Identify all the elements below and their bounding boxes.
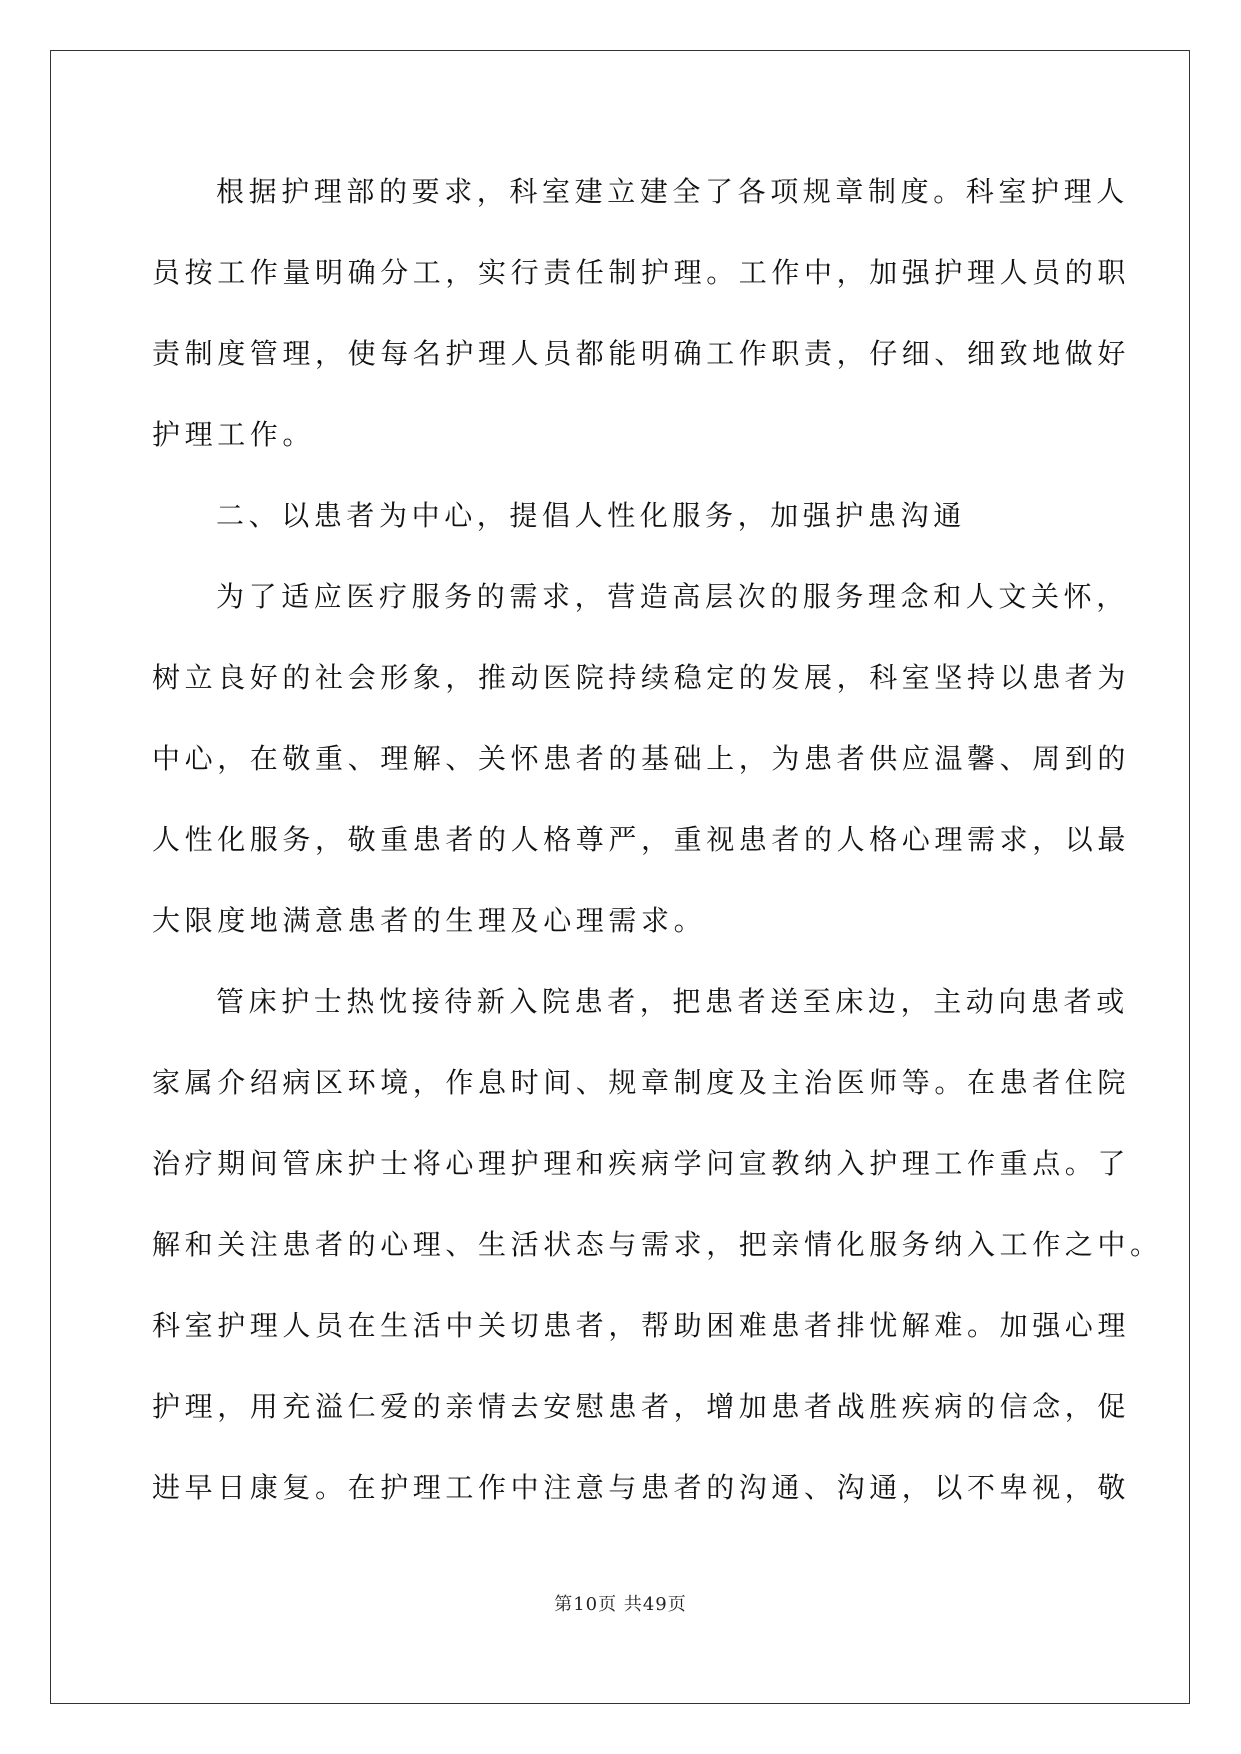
text-line: 树立良好的社会形象，推动医院持续稳定的发展，科室坚持以患者为 bbox=[152, 661, 1131, 694]
text-line: 大限度地满意患者的生理及心理需求。 bbox=[152, 904, 707, 937]
text-line: 责制度管理，使每名护理人员都能明确工作职责，仔细、细致地做好 bbox=[152, 337, 1131, 370]
text-line: 进早日康复。在护理工作中注意与患者的沟通、沟通，以不卑视，敬 bbox=[152, 1471, 1131, 1504]
text-line: 科室护理人员在生活中关切患者，帮助困难患者排忧解难。加强心理 bbox=[152, 1309, 1131, 1342]
text-line: 护理，用充溢仁爱的亲情去安慰患者，增加患者战胜疾病的信念，促 bbox=[152, 1390, 1131, 1423]
document-body bbox=[152, 160, 1163, 1537]
text-line: 人性化服务，敬重患者的人格尊严，重视患者的人格心理需求，以最 bbox=[152, 823, 1131, 856]
text-line: 家属介绍病区环境，作息时间、规章制度及主治医师等。在患者住院 bbox=[152, 1066, 1131, 1099]
text-line: 治疗期间管床护士将心理护理和疾病学问宣教纳入护理工作重点。了 bbox=[152, 1147, 1131, 1180]
text-line: 解和关注患者的心理、生活状态与需求，把亲情化服务纳入工作之中。 bbox=[152, 1228, 1163, 1261]
text-line: 管床护士热忱接待新入院患者，把患者送至床边，主动向患者或 bbox=[216, 985, 1129, 1018]
text-line: 护理工作。 bbox=[152, 418, 316, 451]
text-line: 根据护理部的要求，科室建立建全了各项规章制度。科室护理人 bbox=[216, 175, 1129, 208]
text-line: 员按工作量明确分工，实行责任制护理。工作中，加强护理人员的职 bbox=[152, 256, 1131, 289]
text-line: 为了适应医疗服务的需求，营造高层次的服务理念和人文关怀， bbox=[216, 580, 1129, 613]
text-line: 中心，在敬重、理解、关怀患者的基础上，为患者供应温馨、周到的 bbox=[152, 742, 1131, 775]
section-heading: 二、以患者为中心，提倡人性化服务，加强护患沟通 bbox=[216, 499, 966, 532]
page-number: 第10页 共49页 bbox=[554, 1594, 687, 1615]
